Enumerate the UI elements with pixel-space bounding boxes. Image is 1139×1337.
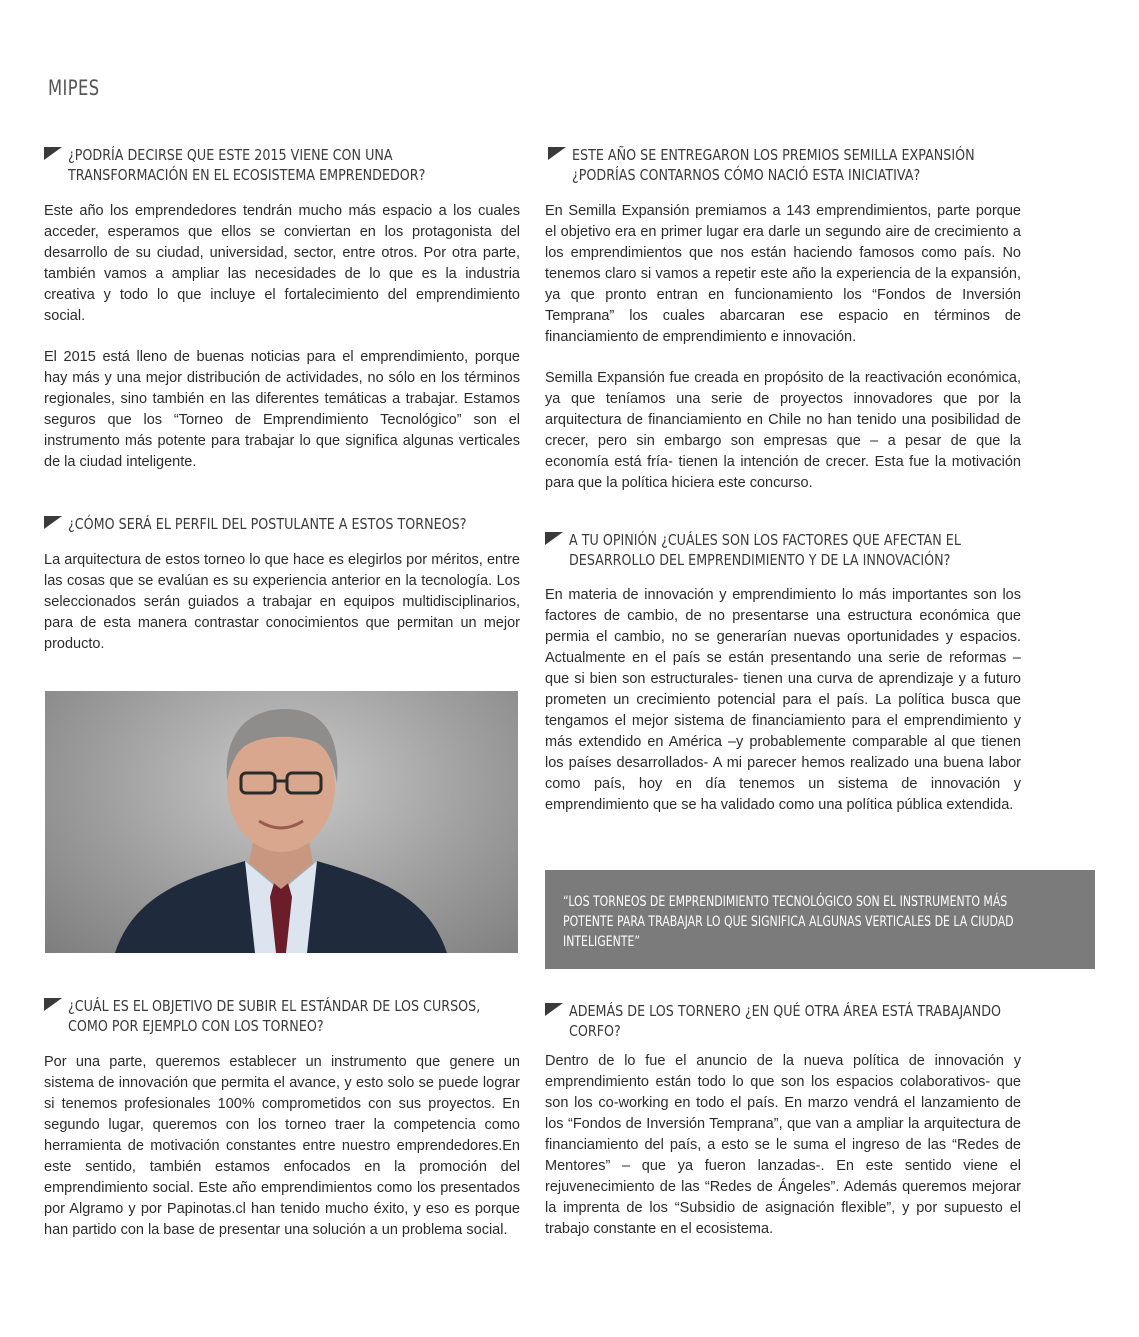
question-heading: ESTE AÑO SE ENTREGARON LOS PREMIOS SEMILLA EXPANSIÓN ¿PODRÍAS CONTARNOS CÓMO NACIÓ ESTA INICIATIVA?: [548, 145, 1112, 185]
answer-paragraph: Por una parte, queremos establecer un instrumento que genere un sistema de innovación que permita el avance, y esto solo se puede lograr si tenemos profesionales 100% comprometidos con sus proyectos. En segundo lugar, queremos con los torneo traer la competencia como herramienta de motivación constantes entre nuestro emprendedores.En este sentido, también estamos enfocados en la promoción del emprendimiento social. Este año emprendimientos como los presentados por Algramo y por Papinotas.cl han tenido mucho éxito, y eso es porque han partido con la base de presentar una solución a un problema social.: [44, 1054, 520, 1238]
triangle-bullet-icon: [545, 1003, 563, 1016]
triangle-bullet-icon: [44, 147, 62, 160]
triangle-bullet-icon: [44, 998, 62, 1011]
answer-paragraph: Este año los emprendedores tendrán mucho más espacio a los cuales acceder, esperamos que ellos se conviertan en los protagonista del desarrollo de su ciudad, universidad, sector, entre otros. Por otra parte, también vamos a ampliar las necesidades de lo que es la industria creativa y todo lo que incluye el fortalecimiento del emprendimiento social.: [44, 203, 520, 324]
question-heading: ¿CÓMO SERÁ EL PERFIL DEL POSTULANTE A ESTOS TORNEOS?: [44, 514, 608, 534]
portrait-illustration: [45, 691, 518, 953]
question-heading: ¿PODRÍA DECIRSE QUE ESTE 2015 VIENE CON UNA TRANSFORMACIÓN EN EL ECOSISTEMA EMPRENDEDOR?: [44, 145, 608, 185]
triangle-bullet-icon: [44, 516, 62, 529]
answer-paragraph: En materia de innovación y emprendimiento lo más importantes son los factores de cambio, de no presentarse una estructura económica que permia el cambio, no se generarían nuevas oportunidades y espacios. Actualmente en el país se están presentando una serie de reformas – que si bien son estructurales- tienen una curva de aprendizaje y a futuro prometen un crecimiento potencial para el país. La política busca que tengamos el mejor sistema de financiamiento para el emprendimiento y más extendido en América –y probablemente comparable al que tienen los países desarrollados- A mi parecer hemos realizado una buena labor como país, hoy en día tenemos un sistema de innovación y emprendimiento que se ha validado como una política pública extendida.: [545, 587, 1021, 813]
triangle-bullet-icon: [545, 532, 563, 545]
answer-paragraph: Semilla Expansión fue creada en propósito de la reactivación económica, ya que teníamos una serie de proyectos innovadores que por la arquitectura de financiamiento en Chile no han tenido una posibilidad de crecer, pero sin embargo son empresas que – a pesar de que la economía está fría- tienen la intención de crecer. Esta fue la motivación para que la política hiciera este concurso.: [545, 370, 1021, 491]
portrait-photo: [45, 691, 518, 953]
section-label: MIPES: [48, 76, 100, 100]
question-heading: ¿CUÁL ES EL OBJETIVO DE SUBIR EL ESTÁNDAR DE LOS CURSOS, COMO POR EJEMPLO CON LOS TORNEO?: [44, 996, 608, 1036]
question-heading: A TU OPINIÓN ¿CUÁLES SON LOS FACTORES QUE AFECTAN EL DESARROLLO DEL EMPRENDIMIENTO Y DE LA INNOVACIÓN?: [545, 530, 1109, 570]
answer-paragraph: Dentro de lo fue el anuncio de la nueva política de innovación y emprendimiento están todo lo que son los espacios colaborativos- que son los co-working en todo el país. En marzo vendrá el lanzamiento de los “Fondos de Inversión Temprana”, que van a ampliar la arquitectura de financiamiento del país, a esto se le suma el ingreso de las “Redes de Mentores” – que ya fueron lanzadas-. En este sentido viene el rejuvenecimiento de las “Redes de Ángeles”. Además queremos mejorar la imprenta de los “Subsidio de asignación flexible”, y por supuesto el trabajo constante en el ecosistema.: [545, 1053, 1021, 1237]
question-heading: ADEMÁS DE LOS TORNERO ¿EN QUÉ OTRA ÁREA ESTÁ TRABAJANDO CORFO?: [545, 1001, 1109, 1041]
answer-paragraph: El 2015 está lleno de buenas noticias para el emprendimiento, porque hay más y una mejor distribución de actividades, no sólo en los términos regionales, sino también en las diferentes temáticas a trabajar. Estamos seguros que los “Torneo de Emprendimiento Tecnológico” son el instrumento más potente para trabajar lo que significa algunas verticales de la ciudad inteligente.: [44, 349, 520, 470]
pull-quote-text: “LOS TORNEOS DE EMPRENDIMIENTO TECNOLÓGICO SON EL INSTRUMENTO MÁS POTENTE PARA TRABAJAR LO QUE SIGNIFICA ALGUNAS VERTICALES DE LA CIUDAD INTELIGENTE”: [563, 894, 1014, 950]
pull-quote-box: [545, 870, 1095, 969]
answer-paragraph: La arquitectura de estos torneo lo que hace es elegirlos por méritos, entre las cosas que se evalúan es su experiencia anterior en la tecnología. Los seleccionados serán guiados a trabajar en equipos multidisciplinarios, para de esta manera contrastar conocimientos que permitan un mejor producto.: [44, 552, 520, 652]
triangle-bullet-icon: [548, 147, 566, 160]
answer-paragraph: En Semilla Expansión premiamos a 143 emprendimientos, parte porque el objetivo era en primer lugar era darle un segundo aire de crecimiento a los emprendimientos que nos están haciendo famosos como país. No tenemos claro si vamos a repetir este año la experiencia de la expansión, ya que pronto entran en funcionamiento los “Fondos de Inversión Temprana” los cuales abarcaran ese espacio en términos de financiamiento de emprendimiento e innovación.: [545, 203, 1021, 345]
